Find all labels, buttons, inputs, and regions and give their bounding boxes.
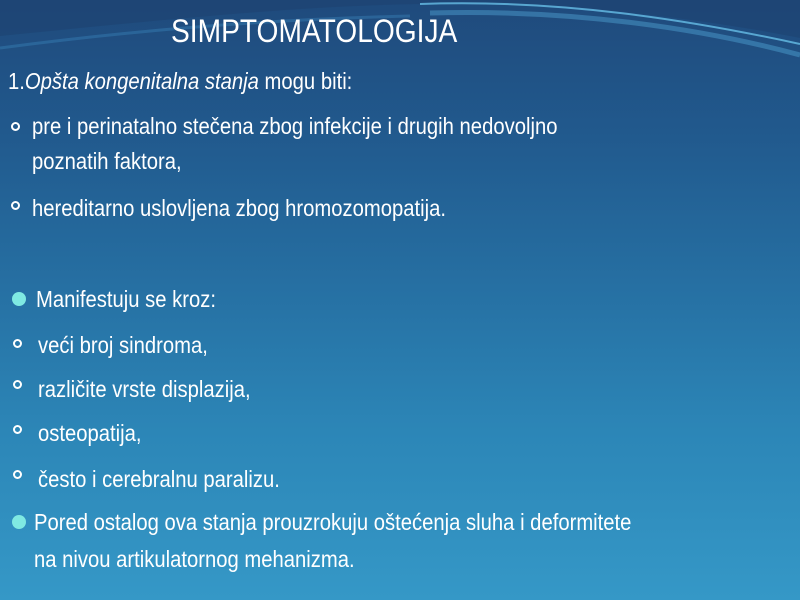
intro-rest: mogu biti: bbox=[258, 68, 353, 94]
conclusion-line-1: Pored ostalog ova stanja prouzrokuju oštećenja sluha i deformitete bbox=[34, 509, 632, 535]
hollow-bullet-icon bbox=[11, 201, 20, 210]
conclusion-line-2: na nivou artikulatornog mehanizma. bbox=[34, 546, 355, 572]
manifest-item-4: često i cerebralnu paralizu. bbox=[38, 466, 280, 492]
hollow-bullet-icon bbox=[11, 122, 20, 131]
slide-title: SIMPTOMATOLOGIJA bbox=[171, 13, 458, 49]
intro-emphasis: Opšta kongenitalna stanja bbox=[24, 68, 259, 94]
intro-line bbox=[8, 67, 352, 95]
manifest-label: Manifestuju se kroz: bbox=[36, 286, 216, 312]
hollow-bullet-icon bbox=[13, 339, 22, 348]
cause-item-1-line-2: poznatih faktora, bbox=[32, 148, 182, 174]
hollow-bullet-icon bbox=[13, 470, 22, 479]
manifest-item-3: osteopatija, bbox=[38, 420, 142, 446]
manifest-item-1: veći broj sindroma, bbox=[38, 332, 208, 358]
filled-bullet-icon bbox=[12, 292, 26, 306]
hollow-bullet-icon bbox=[13, 425, 22, 434]
hollow-bullet-icon bbox=[13, 380, 22, 389]
cause-item-1-line-1: pre i perinatalno stečena zbog infekcije i drugih nedovoljno bbox=[32, 113, 558, 139]
filled-bullet-icon bbox=[12, 515, 26, 529]
intro-prefix: 1. bbox=[8, 68, 25, 94]
cause-item-2: hereditarno uslovljena zbog hromozomopatija. bbox=[32, 195, 447, 221]
manifest-item-2: različite vrste displazija, bbox=[38, 376, 251, 402]
